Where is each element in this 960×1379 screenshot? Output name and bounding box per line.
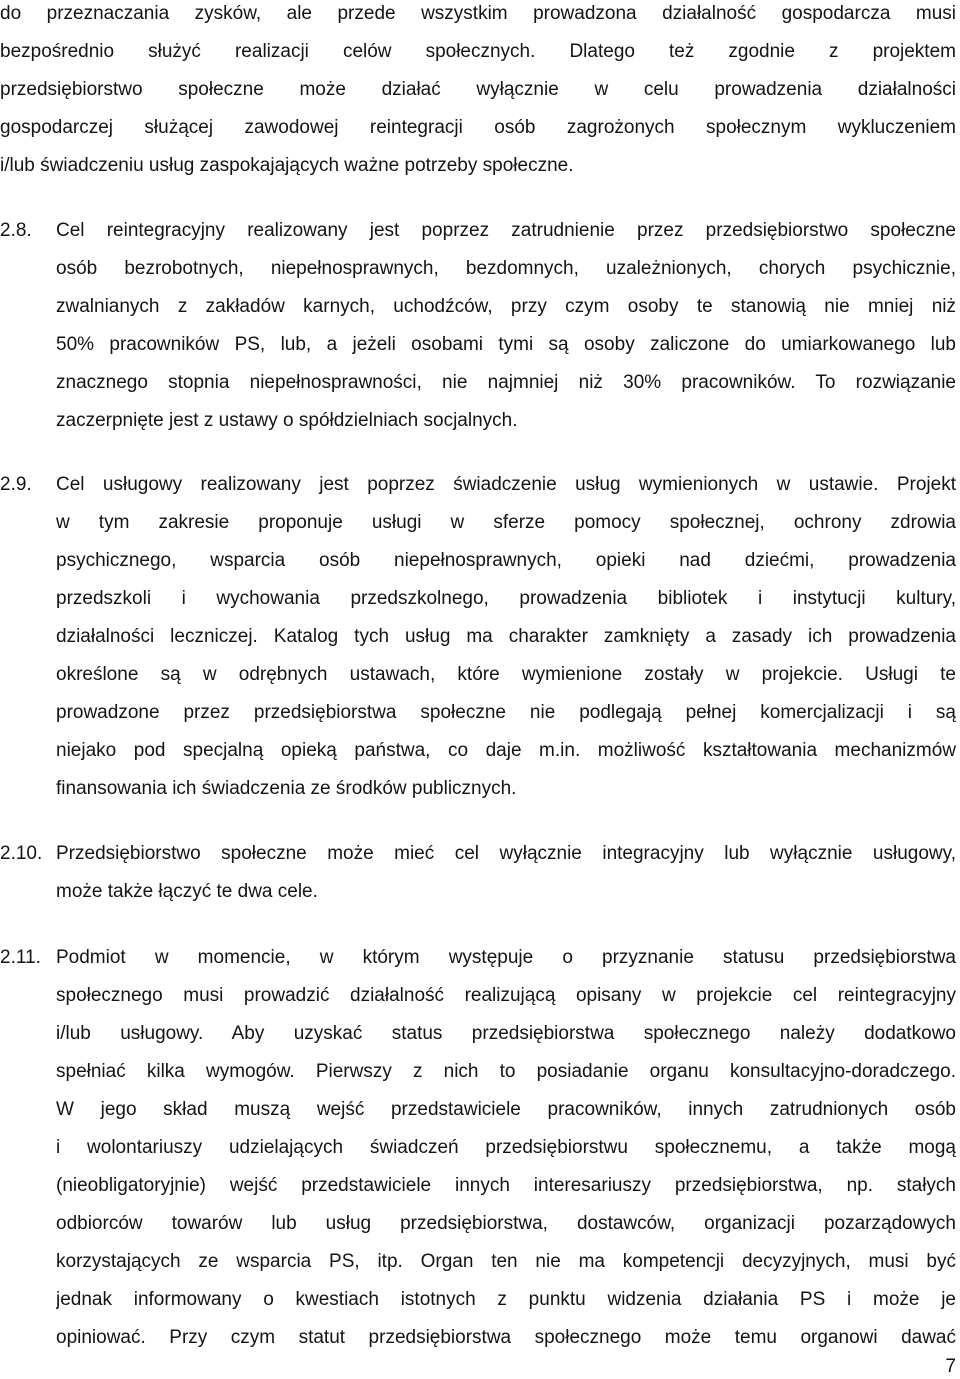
text-line: zwalnianych z zakładów karnych, uchodźców, przy czym osoby te stanowią nie mniej niż: [56, 296, 956, 317]
text-line: niejako pod specjalną opieką państwa, co daje m.in. możliwość kształtowania mechanizmów: [56, 740, 956, 761]
text-line: i/lub świadczeniu usług zaspokajających ważne potrzeby społeczne.: [0, 155, 574, 176]
text-line: i wolontariuszy udzielających świadczeń przedsiębiorstwu społecznemu, a także mogą: [56, 1137, 956, 1158]
text-line: Przedsiębiorstwo społeczne może mieć cel wyłącznie integracyjny lub wyłącznie usługowy,: [56, 843, 956, 864]
section-number: 2.10.: [0, 843, 43, 864]
text-line: osób bezrobotnych, niepełnosprawnych, bezdomnych, uzależnionych, chorych psychicznie,: [56, 258, 956, 279]
text-line: działalności leczniczej. Katalog tych usług ma charakter zamknięty a zasady ich prowadzenia: [56, 626, 956, 647]
text-line: zaczerpnięte jest z ustawy o spółdzielniach socjalnych.: [56, 410, 518, 431]
text-line: spełniać kilka wymogów. Pierwszy z nich to posiadanie organu konsultacyjno-doradczego.: [56, 1061, 956, 1082]
text-line: bezpośrednio służyć realizacji celów społecznych. Dlatego też zgodnie z projektem: [0, 41, 956, 62]
section-body: [56, 835, 956, 911]
text-line: do przeznaczania zysków, ale przede wszystkim prowadzona działalność gospodarcza musi: [0, 3, 956, 24]
text-line: korzystających ze wsparcia PS, itp. Organ ten nie ma kompetencji decyzyjnych, musi być: [56, 1251, 956, 1272]
section-number: 2.8.: [0, 220, 32, 241]
section-number: 2.9.: [0, 474, 32, 495]
section-number: 2.11.: [0, 947, 41, 968]
text-line: 50% pracowników PS, lub, a jeżeli osobami tymi są osoby zaliczone do umiarkowanego lub: [56, 334, 956, 355]
section-body: [56, 212, 956, 440]
text-line: W jego skład muszą wejść przedstawiciele pracowników, innych zatrudnionych osób: [56, 1099, 956, 1120]
text-line: gospodarczej służącej zawodowej reintegracji osób zagrożonych społecznym wykluczeniem: [0, 117, 956, 138]
text-line: Cel usługowy realizowany jest poprzez świadczenie usług wymienionych w ustawie. Projekt: [56, 474, 956, 495]
text-line: prowadzone przez przedsiębiorstwa społeczne nie podlegają pełnej komercjalizacji i są: [56, 702, 956, 723]
text-line: znacznego stopnia niepełnosprawności, nie najmniej niż 30% pracowników. To rozwiązanie: [56, 372, 956, 393]
text-line: finansowania ich świadczenia ze środków publicznych.: [56, 778, 517, 799]
text-line: Podmiot w momencie, w którym występuje o przyznanie statusu przedsiębiorstwa: [56, 947, 956, 968]
text-line: społecznego musi prowadzić działalność realizującą opisany w projekcie cel reintegracyjny: [56, 985, 956, 1006]
text-line: opiniować. Przy czym statut przedsiębiorstwa społecznego może temu organowi dawać: [56, 1327, 956, 1348]
text-line: przedsiębiorstwo społeczne może działać wyłącznie w celu prowadzenia działalności: [0, 79, 956, 100]
section-body: [56, 939, 956, 1357]
text-line: przedszkoli i wychowania przedszkolnego, prowadzenia bibliotek i instytucji kultury,: [56, 588, 956, 609]
text-line: psychicznego, wsparcia osób niepełnosprawnych, opieki nad dziećmi, prowadzenia: [56, 550, 956, 571]
section-body: [56, 466, 956, 808]
text-line: odbiorców towarów lub usług przedsiębiorstwa, dostawców, organizacji pozarządowych: [56, 1213, 956, 1234]
text-line: Cel reintegracyjny realizowany jest poprzez zatrudnienie przez przedsiębiorstwo społeczne: [56, 220, 956, 241]
text-line: może także łączyć te dwa cele.: [56, 881, 318, 902]
page-number: 7: [945, 1356, 956, 1377]
text-line: i/lub usługowy. Aby uzyskać status przedsiębiorstwa społecznego należy dodatkowo: [56, 1023, 956, 1044]
text-line: określone są w odrębnych ustawach, które wymienione zostały w projekcie. Usługi te: [56, 664, 956, 685]
continuation-paragraph: [0, 0, 956, 185]
text-line: (nieobligatoryjnie) wejść przedstawiciele innych interesariuszy przedsiębiorstwa, np. stałych: [56, 1175, 956, 1196]
text-line: jednak informowany o kwestiach istotnych z punktu widzenia działania PS i może je: [56, 1289, 956, 1310]
text-line: w tym zakresie proponuje usługi w sferze pomocy społecznej, ochrony zdrowia: [56, 512, 956, 533]
